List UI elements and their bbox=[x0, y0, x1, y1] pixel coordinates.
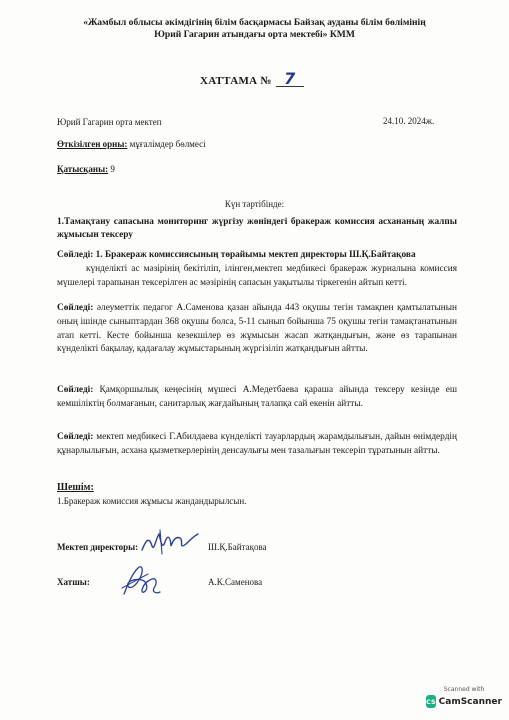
meeting-place bbox=[57, 139, 206, 149]
speech-2 bbox=[57, 302, 457, 357]
director-signature bbox=[140, 528, 202, 558]
attendees-label: Қатысқаны: bbox=[57, 164, 109, 174]
protocol-title bbox=[200, 69, 304, 88]
speech-4 bbox=[57, 431, 457, 459]
scanned-with-text: Scanned with bbox=[443, 686, 485, 693]
agenda-item: 1.Тамақтану сапасына мониторинг жүргізу жөніндегі бракераж комиссия асхананың жалпы жұмысын тексеру bbox=[57, 217, 457, 240]
speech-3-label: Сөйледі: bbox=[57, 385, 94, 395]
secretary-signature bbox=[118, 562, 164, 600]
agenda-heading: Күн тәртібінде: bbox=[224, 199, 285, 209]
place-value: мұғалімдер бөлмесі bbox=[127, 139, 206, 149]
speech-3-text: Қамқоршылық кеңесінің мүшесі А.Медетбаева қараша айында тексеру кезінде еш кемшіліктің болмағанын, санитарлық жағдайының талапқа сай екенін айтты. bbox=[57, 385, 457, 409]
header-line-1: «Жамбыл облысы әкімдігінің білім басқармасы Байзақ ауданы білім бөлімінің bbox=[83, 17, 426, 28]
speech-3 bbox=[57, 384, 457, 412]
speech-1 bbox=[57, 249, 457, 290]
director-name: Ш.Қ.Байтақова bbox=[208, 542, 267, 552]
speech-1-label: Сөйледі: 1. Бракераж комиссиясының төрайымы мектеп директоры Ш.Қ.Байтақова bbox=[57, 250, 416, 260]
speech-2-label: Сөйледі: bbox=[57, 303, 94, 313]
speech-1-body bbox=[57, 263, 457, 291]
secretary-name: А.К.Саменова bbox=[208, 577, 263, 587]
decision-heading: Шешім: bbox=[57, 482, 94, 493]
decision-text: 1.Бракераж комиссия жұмысы жандандырылсын. bbox=[57, 496, 247, 506]
school-name: Юрий Гагарин орта мектеп bbox=[57, 117, 162, 127]
place-label: Өткізілген орны: bbox=[57, 139, 128, 149]
camscanner-name: CamScanner bbox=[438, 696, 502, 707]
protocol-title-text: ХАТТАМА № bbox=[200, 75, 272, 87]
header-line-2: Юрий Гагарин атындағы орта мектебі» КММ bbox=[154, 29, 355, 40]
camscanner-row bbox=[428, 695, 500, 708]
attendees bbox=[57, 164, 115, 174]
director-label: Мектеп директоры: bbox=[57, 542, 139, 552]
camscanner-logo-icon: CS bbox=[426, 695, 436, 708]
secretary-label: Хатшы: bbox=[57, 577, 90, 587]
speech-2-text: әлеуметтік педагог А.Саменова қазан айында 443 оқушы тегін тамақпен қамтылатынын оның ішінде сыныптардан 368 оқушы болса, 5-11 сынып бойынша 75 оқушы тегін тамақтанатынын атап кетті. Кесте бойынша кезекшілер өз жұмысын жасап жатқандығын, және өз тарапынан күнделікті бақылау, қадағалау жұмыстарының жүргізіліп жатқандығын айтты. bbox=[57, 303, 457, 355]
attendees-value: 9 bbox=[108, 164, 115, 174]
camscanner-watermark bbox=[428, 686, 500, 712]
protocol-number: 7 bbox=[276, 72, 304, 87]
speech-1-text: күнделікті ас мәзірінің бекітіліп, ілінген,мектеп медбикесі бракераж журналына комиссия мүшелері тарапынан тексерілген ас мәзірінің сапасын уақытылы тіркегенін айтып кетті. bbox=[57, 263, 457, 288]
protocol-date: 24.10. 2024ж. bbox=[383, 116, 435, 126]
speech-4-label: Сөйледі: bbox=[57, 432, 94, 442]
speech-4-text: мектеп медбикесі Г.Абилдаева күнделікті тауарлардың жарамдылығын, дайын өнімдердің құнарлылығын, асхана қызметкерлерінің денсаулығы мен тазалығын тексеріп тұратынын айтты. bbox=[57, 432, 457, 456]
